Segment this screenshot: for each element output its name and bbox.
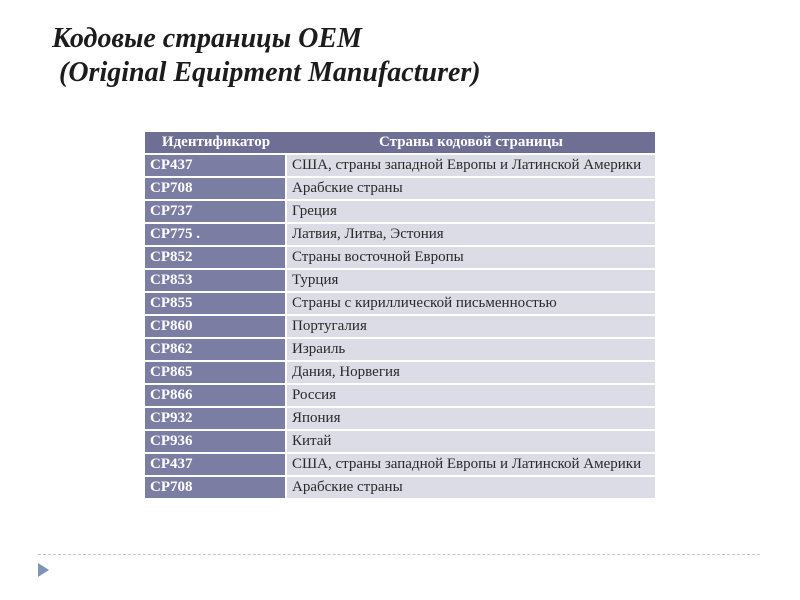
table-row (145, 155, 655, 176)
code-page-countries: Страны с кириллической письменностью (287, 293, 655, 314)
code-page-id: CP866 (145, 385, 287, 406)
table-row (145, 293, 655, 314)
code-page-id: CP932 (145, 408, 287, 429)
footer-divider (38, 554, 760, 555)
table-row (145, 385, 655, 406)
code-page-countries: США, страны западной Европы и Латинской Америки (287, 155, 655, 176)
table-row (145, 247, 655, 268)
code-page-countries: Страны восточной Европы (287, 247, 655, 268)
code-page-countries: Израиль (287, 339, 655, 360)
code-page-countries: Япония (287, 408, 655, 429)
code-page-countries: Россия (287, 385, 655, 406)
table-body (145, 155, 655, 498)
code-page-countries: Греция (287, 201, 655, 222)
table-row (145, 431, 655, 452)
table-row (145, 270, 655, 291)
triangle-right-icon (38, 563, 49, 577)
table-row (145, 408, 655, 429)
slide-title-line-1: Кодовые страницы OEM (52, 23, 362, 54)
code-page-id: CP860 (145, 316, 287, 337)
header-countries: Страны кодовой страницы (287, 132, 655, 153)
code-page-countries: Арабские страны (287, 477, 655, 498)
code-page-countries: Латвия, Литва, Эстония (287, 224, 655, 245)
header-identifier: Идентификатор (145, 132, 287, 153)
code-page-countries: Турция (287, 270, 655, 291)
code-page-id: CP862 (145, 339, 287, 360)
code-page-id: CP737 (145, 201, 287, 222)
table-row (145, 201, 655, 222)
code-page-countries: Дания, Норвегия (287, 362, 655, 383)
code-page-id: CP865 (145, 362, 287, 383)
code-page-id: CP708 (145, 178, 287, 199)
code-page-id: CP936 (145, 431, 287, 452)
code-page-id: CP853 (145, 270, 287, 291)
code-page-id: CP708 (145, 477, 287, 498)
code-page-id: CP855 (145, 293, 287, 314)
code-page-id: CP775 . (145, 224, 287, 245)
table-row (145, 477, 655, 498)
table-row (145, 454, 655, 475)
code-page-id: CP852 (145, 247, 287, 268)
table-row (145, 316, 655, 337)
code-page-id: CP437 (145, 454, 287, 475)
slide-title (52, 22, 481, 90)
code-page-countries: Арабские страны (287, 178, 655, 199)
slide-title-line-2: (Original Equipment Manufacturer) (52, 57, 481, 88)
code-page-countries: США, страны западной Европы и Латинской Америки (287, 454, 655, 475)
code-pages-table (145, 130, 655, 500)
code-page-id: CP437 (145, 155, 287, 176)
table-header-row (145, 132, 655, 153)
table-row (145, 178, 655, 199)
code-page-countries: Китай (287, 431, 655, 452)
code-page-countries: Португалия (287, 316, 655, 337)
table-row (145, 339, 655, 360)
table-row (145, 362, 655, 383)
table-row (145, 224, 655, 245)
